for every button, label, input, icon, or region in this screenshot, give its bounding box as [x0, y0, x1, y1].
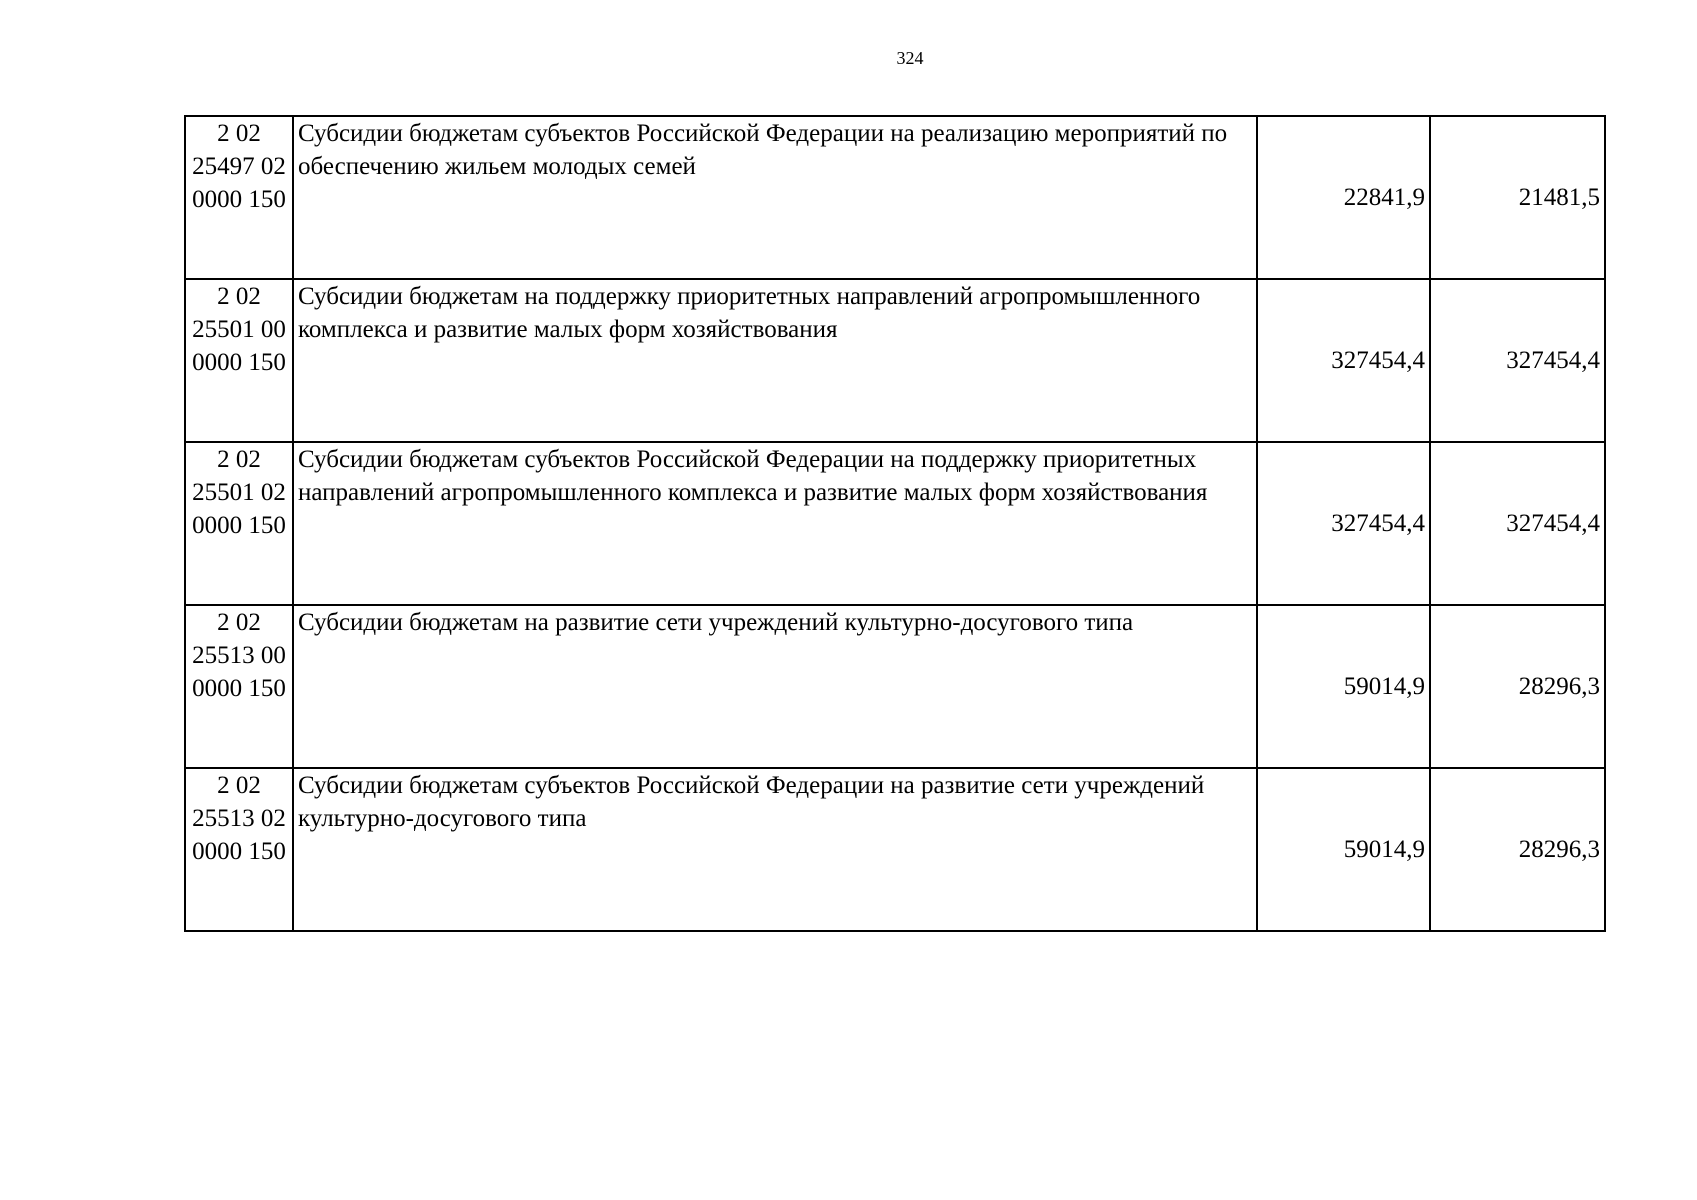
budget-code-line: 2 02 — [217, 283, 261, 310]
budget-code-line: 0000 150 — [192, 349, 286, 376]
table-row — [185, 116, 1605, 279]
budget-code-cell — [185, 116, 293, 279]
description-cell: Субсидии бюджетам на развитие сети учреждений культурно-досугового типа — [293, 605, 1257, 768]
value-1-cell: 327454,4 — [1257, 279, 1430, 442]
budget-code-line: 0000 150 — [192, 838, 286, 865]
budget-code-line: 25501 00 — [192, 316, 286, 343]
budget-code-line: 0000 150 — [192, 675, 286, 702]
value-2-cell: 327454,4 — [1430, 279, 1605, 442]
budget-code-cell — [185, 442, 293, 605]
budget-code-line: 25513 02 — [192, 805, 286, 832]
description-cell: Субсидии бюджетам субъектов Российской Федерации на развитие сети учреждений культурно-досугового типа — [293, 768, 1257, 931]
budget-code-cell — [185, 605, 293, 768]
table-row — [185, 768, 1605, 931]
value-1-cell: 327454,4 — [1257, 442, 1430, 605]
value-1-cell: 59014,9 — [1257, 768, 1430, 931]
description-cell: Субсидии бюджетам на поддержку приоритетных направлений агропромышленного комплекса и развитие малых форм хозяйствования — [293, 279, 1257, 442]
budget-code-line: 2 02 — [217, 446, 261, 473]
budget-code-line: 2 02 — [217, 772, 261, 799]
table-row — [185, 442, 1605, 605]
budget-code-line: 2 02 — [217, 120, 261, 147]
table-row — [185, 605, 1605, 768]
budget-code-cell — [185, 279, 293, 442]
budget-code-line: 25497 02 — [192, 153, 286, 180]
budget-table-body — [185, 116, 1605, 931]
description-cell: Субсидии бюджетам субъектов Российской Федерации на поддержку приоритетных направлений агропромышленного комплекса и развитие малых форм хозяйствования — [293, 442, 1257, 605]
budget-code-cell — [185, 768, 293, 931]
value-1-cell: 22841,9 — [1257, 116, 1430, 279]
value-2-cell: 21481,5 — [1430, 116, 1605, 279]
value-2-cell: 28296,3 — [1430, 768, 1605, 931]
budget-code-line: 25501 02 — [192, 479, 286, 506]
budget-code-line: 25513 00 — [192, 642, 286, 669]
budget-code-line: 2 02 — [217, 609, 261, 636]
value-1-cell: 59014,9 — [1257, 605, 1430, 768]
table-row — [185, 279, 1605, 442]
description-cell: Субсидии бюджетам субъектов Российской Федерации на реализацию мероприятий по обеспечению жильем молодых семей — [293, 116, 1257, 279]
value-2-cell: 327454,4 — [1430, 442, 1605, 605]
budget-code-line: 0000 150 — [192, 186, 286, 213]
value-2-cell: 28296,3 — [1430, 605, 1605, 768]
budget-table — [184, 115, 1606, 932]
page-number: 324 — [896, 48, 924, 68]
budget-code-line: 0000 150 — [192, 512, 286, 539]
